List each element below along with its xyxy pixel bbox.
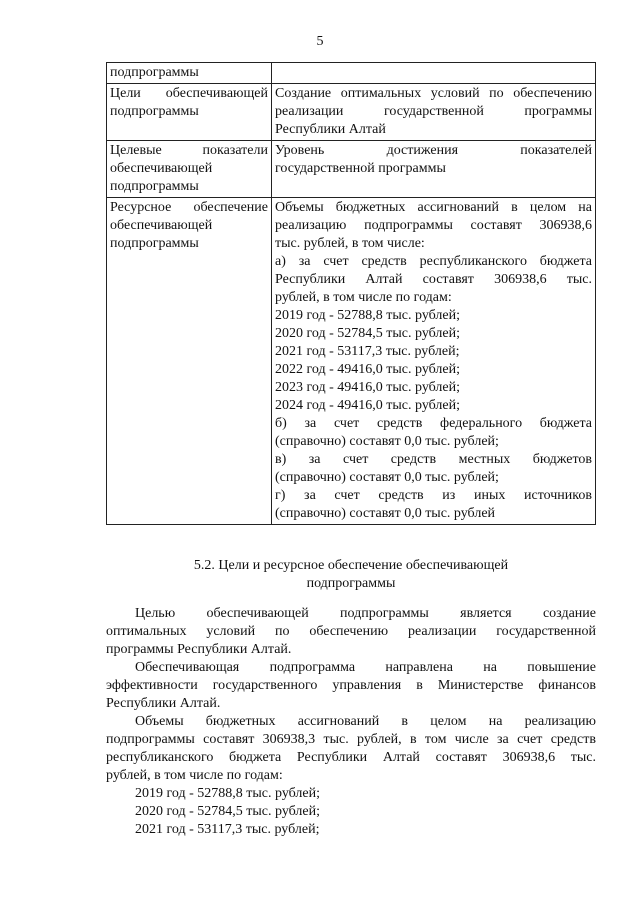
value-line: 2020 год - 52784,5 тыс. рублей; (275, 326, 461, 341)
label-line: подпрограммы (110, 65, 199, 80)
value-line: г) за счет средств из иных источников (275, 488, 592, 503)
text-line: рублей, в том числе по годам: (106, 768, 283, 783)
value-line: Республики Алтай (275, 122, 386, 137)
label-line: обеспечивающей (110, 161, 213, 176)
paragraph (106, 659, 596, 713)
label-line: подпрограммы (110, 104, 199, 119)
subprogram-passport-table (106, 62, 596, 525)
value-line: государственной программы (275, 161, 446, 176)
text-line: Республики Алтай. (106, 696, 221, 711)
value-line: тыс. рублей, в том числе: (275, 236, 425, 251)
table-row (107, 84, 596, 141)
row-value (272, 141, 596, 198)
label-line: Ресурсное обеспечение (110, 200, 268, 215)
spacer (275, 178, 592, 192)
text-line: Целью обеспечивающей подпрограммы является создание (135, 606, 596, 621)
label-line: Целевые показатели (110, 143, 268, 158)
row-label (107, 63, 272, 84)
value-line: б) за счет средств федерального бюджета (275, 416, 592, 431)
table-row (107, 198, 596, 525)
value-line: реализации государственной программы (275, 104, 592, 119)
body-text (106, 605, 596, 839)
value-line: 2024 год - 49416,0 тыс. рублей; (275, 398, 461, 413)
list-item: 2020 год - 52784,5 тыс. рублей; (135, 804, 321, 819)
value-line: 2019 год - 52788,8 тыс. рублей; (275, 308, 461, 323)
row-value (272, 63, 596, 84)
value-line: а) за счет средств республиканского бюджета (275, 254, 592, 269)
page-number: 5 (316, 34, 324, 49)
row-label (107, 84, 272, 141)
text-line: Обеспечивающая подпрограмма направлена на повышение (135, 660, 596, 675)
value-line: Республики Алтай составят 306938,6 тыс. (275, 272, 592, 287)
text-line: подпрограммы составят 306938,3 тыс. рублей, в том числе за счет средств (106, 732, 596, 747)
value-line: (справочно) составят 0,0 тыс. рублей; (275, 470, 499, 485)
value-line: (справочно) составят 0,0 тыс. рублей; (275, 434, 499, 449)
row-value (272, 84, 596, 141)
year-list (106, 785, 596, 839)
label-line: Цели обеспечивающей (110, 86, 268, 101)
value-line: Объемы бюджетных ассигнований в целом на (275, 200, 592, 215)
value-line: (справочно) составят 0,0 тыс. рублей (275, 506, 496, 521)
value-line: 2022 год - 49416,0 тыс. рублей; (275, 362, 461, 377)
label-line: подпрограммы (110, 236, 199, 251)
text-line: Объемы бюджетных ассигнований в целом на реализацию (135, 714, 596, 729)
row-value (272, 198, 596, 525)
section-title-line: 5.2. Цели и ресурсное обеспечение обеспечивающей (193, 558, 509, 573)
value-line: реализацию подпрограммы составят 306938,6 (275, 218, 592, 233)
text-line: оптимальных условий по обеспечению реализации государственной (106, 624, 596, 639)
value-line: в) за счет средств местных бюджетов (275, 452, 592, 467)
text-line: программы Республики Алтай. (106, 642, 292, 657)
row-label (107, 198, 272, 525)
label-line: обеспечивающей (110, 218, 213, 233)
list-item: 2019 год - 52788,8 тыс. рублей; (135, 786, 321, 801)
paragraph (106, 605, 596, 659)
table-row (107, 141, 596, 198)
value-line: рублей, в том числе по годам: (275, 290, 452, 305)
value-line: 2023 год - 49416,0 тыс. рублей; (275, 380, 461, 395)
row-label (107, 141, 272, 198)
value-line: Создание оптимальных условий по обеспечению (275, 86, 592, 101)
text-line: республиканского бюджета Республики Алтай составят 306938,6 тыс. (106, 750, 596, 765)
value-line: Уровень достижения показателей (275, 143, 592, 158)
list-item: 2021 год - 53117,3 тыс. рублей; (135, 822, 320, 837)
section-title (106, 557, 596, 593)
paragraph (106, 713, 596, 785)
section-title-line: подпрограммы (306, 576, 396, 591)
value-line: 2021 год - 53117,3 тыс. рублей; (275, 344, 460, 359)
table-row (107, 63, 596, 84)
label-line: подпрограммы (110, 179, 199, 194)
text-line: эффективности государственного управления в Министерстве финансов (106, 678, 596, 693)
